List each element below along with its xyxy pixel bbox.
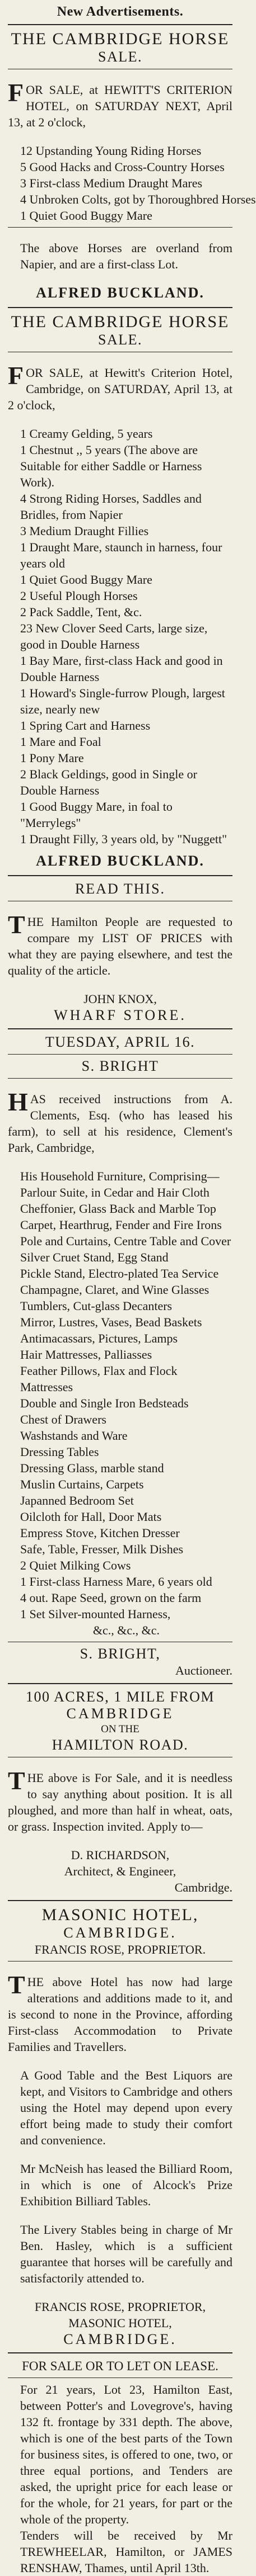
ad-place: MASONIC HOTEL, bbox=[68, 2316, 172, 2330]
list-item: Champagne, Claret, and Wine Glasses bbox=[20, 1283, 210, 1297]
ad-body: THE above is For Sale, and it is needless to say anything about position. It is all ploughed, and more than half in wheat, oats, or grass. Inspection invited. Apply to— bbox=[8, 1766, 232, 1833]
ad-cambridge-horse-sale-2 bbox=[8, 313, 232, 869]
ad-title: FOR SALE OR TO LET ON LEASE. bbox=[22, 2359, 218, 2373]
list-item: 1 Quiet Good Buggy Mare bbox=[20, 209, 152, 223]
ad-body: Mr McNeish has leased the Billiard Room, in which is one of Alcock's Prize Exhibition Billiard Tables. bbox=[20, 2162, 232, 2208]
ad-body: Tenders will be received by Mr TREWHEELAR, Hamilton, or JAMES RENSHAW, Thames, until April 13th. bbox=[20, 2528, 232, 2575]
list-item: 1 First-class Harness Mare, 6 years old bbox=[20, 1575, 212, 1589]
ad-100-acres bbox=[8, 1689, 232, 1896]
list-item: 1 Pony Mare bbox=[20, 751, 84, 765]
ad-body: The Livery Stables being in charge of Mr Ben. Hasley, which is a sufficient guarantee that horses will be carefully and satisfactorily attended to. bbox=[20, 2223, 232, 2285]
list-item: Feather Pillows, Flax and Flock Mattresses bbox=[20, 1364, 178, 1394]
list-item: Washstands and Ware bbox=[20, 1429, 128, 1443]
list-item: Safe, Table, Fresser, Milk Dishes bbox=[20, 1542, 184, 1556]
proprietor-line: FRANCIS ROSE, PROPRIETOR. bbox=[34, 1942, 206, 1956]
list-item: Double and Single Iron Bedsteads bbox=[20, 1396, 189, 1410]
list-item: 1 Chestnut ,, 5 years (The above are Suitable for either Saddle or Harness Work). bbox=[20, 443, 202, 489]
ad-role: Architect, & Engineer, bbox=[64, 1864, 176, 1878]
ad-place: WHARF STORE. bbox=[54, 1007, 187, 1023]
list-item: 1 Howard's Single-furrow Plough, largest size, nearly new bbox=[20, 686, 225, 716]
list-item: Mirror, Lustres, Vases, Bead Baskets bbox=[20, 1315, 202, 1329]
ad-signature: S. BRIGHT, bbox=[80, 1646, 161, 1662]
divider bbox=[8, 1028, 232, 1029]
divider bbox=[8, 1078, 232, 1079]
divider bbox=[8, 24, 232, 25]
list-item: 2 Quiet Milking Cows bbox=[20, 1558, 131, 1572]
ad-signature: ALFRED BUCKLAND. bbox=[36, 285, 204, 301]
ad-footnote: The above Horses are overland from Napier, and are a first-class Lot. bbox=[20, 241, 232, 271]
list-item: Chest of Drawers bbox=[20, 1412, 106, 1426]
ad-line3: ON THE bbox=[101, 1723, 139, 1735]
list-item: 4 Strong Riding Horses, Saddles and Bridles, from Napier bbox=[20, 491, 202, 522]
section-header: New Advertisements. bbox=[57, 4, 184, 19]
ad-body: THE Hamilton People are requested to compare my LIST OF PRICES with what they are paying elsewhere, and test the quality of the article. bbox=[8, 910, 232, 977]
list-item: Parlour Suite, in Cedar and Hair Cloth bbox=[20, 1185, 210, 1199]
ad-furniture-auction bbox=[8, 1034, 232, 1679]
ad-signature: D. RICHARDSON, bbox=[71, 1848, 170, 1862]
list-item: Carpet, Hearthrug, Fender and Fire Irons bbox=[20, 1218, 222, 1232]
ad-title: THE CAMBRIDGE HORSE bbox=[11, 30, 230, 48]
list-item: 1 Spring Cart and Harness bbox=[20, 719, 151, 732]
ad-place: Cambridge. bbox=[174, 1880, 232, 1894]
ad-title: 100 ACRES, 1 MILE FROM bbox=[25, 1689, 215, 1705]
list-item: Oilcloth for Hall, Door Mats bbox=[20, 1510, 162, 1524]
ad-read-this bbox=[8, 881, 232, 1024]
ad-lead: His Household Furniture, Comprising— bbox=[20, 1169, 220, 1183]
auctioneer-name: S. BRIGHT bbox=[81, 1058, 159, 1074]
list-item: Empress Stove, Kitchen Dresser bbox=[20, 1526, 180, 1540]
list-item: 5 Good Hacks and Cross-Country Horses bbox=[20, 160, 225, 174]
ad-role: Auctioneer. bbox=[175, 1663, 232, 1677]
ad-subtitle: SALE. bbox=[98, 332, 142, 348]
list-item: 4 Unbroken Colts, got by Thoroughbred Horses bbox=[20, 192, 256, 206]
ad-body: A Good Table and the Best Liquors are kept, and Visitors to Cambridge and others using the Hotel may depend upon every effort being made to study their comfort and convenience. bbox=[20, 2068, 232, 2147]
ad-line4: HAMILTON ROAD. bbox=[52, 1737, 189, 1753]
divider bbox=[8, 1683, 232, 1684]
list-item: 4 out. Rape Seed, grown on the farm bbox=[20, 1591, 202, 1605]
list-item: Tumblers, Cut-glass Decanters bbox=[20, 1299, 173, 1313]
list-item: Pickle Stand, Electro-plated Tea Service bbox=[20, 1266, 219, 1280]
ad-title: MASONIC HOTEL, bbox=[41, 1906, 199, 1924]
ad-intro: HAS received instructions from A. Clements, Esq. (who has leased his farm), to sell at his residence, Clement's Park, Cambridge, bbox=[8, 1088, 232, 1155]
list-item: Antimacassars, Pictures, Lamps bbox=[20, 1331, 178, 1345]
ad-title: READ THIS. bbox=[75, 881, 166, 897]
ad-for-sale-or-lease bbox=[8, 2358, 232, 2576]
ad-cambridge-horse-sale-1 bbox=[8, 30, 256, 301]
list-item: 1 Draught Mare, staunch in harness, four years old bbox=[20, 540, 222, 570]
ad-line2: CAMBRIDGE bbox=[66, 1705, 174, 1722]
list-item: 1 Bay Mare, first-class Hack and good in Double Harness bbox=[20, 654, 223, 684]
divider bbox=[8, 1054, 232, 1055]
list-item: 1 Good Buggy Mare, in foal to "Merrylegs" bbox=[20, 800, 173, 830]
list-item: 1 Creamy Gelding, 5 years bbox=[20, 427, 153, 441]
list-item: 2 Black Geldings, good in Single or Double Harness bbox=[20, 767, 197, 797]
ad-intro: FOR SALE, at Hewitt's Criterion Hotel, Cambridge, on SATURDAY, April 13, at 2 o'clock, bbox=[8, 361, 232, 412]
list-item: Pole and Curtains, Centre Table and Cover bbox=[20, 1234, 231, 1248]
ad-body: THE above Hotel has now had large alterations and additions made to it, and is second to none in the Province, affording First-class Accommodation to Private Families and Travellers. bbox=[8, 1970, 232, 2054]
ad-place: CAMBRIDGE. bbox=[63, 2331, 177, 2347]
ad-intro: FOR SALE, at HEWITT'S CRITERION HOTEL, on SATURDAY NEXT, April 13, at 2 o'clock, bbox=[8, 78, 232, 129]
list-item: Muslin Curtains, Carpets bbox=[20, 1477, 144, 1491]
list-item: Dressing Glass, marble stand bbox=[20, 1461, 164, 1475]
ad-title: THE CAMBRIDGE HORSE bbox=[11, 313, 230, 331]
ad-signature: FRANCIS ROSE, PROPRIETOR, bbox=[34, 2300, 206, 2314]
list-item: 12 Upstanding Young Riding Horses bbox=[20, 144, 202, 158]
list-item: &c., &c., &c. bbox=[92, 1623, 160, 1637]
divider bbox=[8, 227, 232, 228]
list-item: 1 Draught Filly, 3 years old, by "Nuggett" bbox=[20, 832, 227, 846]
divider bbox=[8, 307, 232, 308]
list-item: Silver Cruet Stand, Egg Stand bbox=[20, 1250, 169, 1264]
list-item: 1 Quiet Good Buggy Mare bbox=[20, 573, 152, 587]
ad-signature: JOHN KNOX, bbox=[83, 992, 157, 1006]
ad-title: TUESDAY, APRIL 16. bbox=[45, 1034, 196, 1050]
list-item: Cheffonier, Glass Back and Marble Top bbox=[20, 1202, 216, 1216]
ad-line2: CAMBRIDGE. bbox=[63, 1925, 177, 1941]
list-item: 3 First-class Medium Draught Mares bbox=[20, 176, 203, 190]
ad-body: For 21 years, Lot 23, Hamilton East, between Potter's and Lovegrove's, having 132 ft. frontage by 331 depth. The above, which is one of the best parts of the Town for business sites, is offered to one, two, or three equal portions, and Tenders are asked, the upright price for each lease or for the whole, for 21 years, for part or the whole of the property. bbox=[20, 2383, 232, 2526]
list-item: Hair Mattresses, Palliasses bbox=[20, 1348, 152, 1362]
list-item: 3 Medium Draught Fillies bbox=[20, 524, 149, 538]
list-item: 1 Set Silver-mounted Harness, bbox=[20, 1607, 171, 1621]
divider bbox=[8, 1900, 232, 1901]
divider bbox=[8, 875, 232, 876]
list-item: 23 New Clover Seed Carts, large size, good in Double Harness bbox=[20, 621, 208, 651]
list-item: Japanned Bedroom Set bbox=[20, 1493, 134, 1507]
list-item: 2 Useful Plough Horses bbox=[20, 589, 138, 603]
list-item: 1 Mare and Foal bbox=[20, 735, 101, 749]
list-item: Dressing Tables bbox=[20, 1445, 99, 1459]
ad-subtitle: SALE. bbox=[98, 49, 142, 65]
list-item: 2 Pack Saddle, Tent, &c. bbox=[20, 605, 142, 619]
ad-signature: ALFRED BUCKLAND. bbox=[36, 853, 204, 869]
divider bbox=[8, 2352, 232, 2353]
ad-masonic-hotel bbox=[8, 1906, 232, 2348]
